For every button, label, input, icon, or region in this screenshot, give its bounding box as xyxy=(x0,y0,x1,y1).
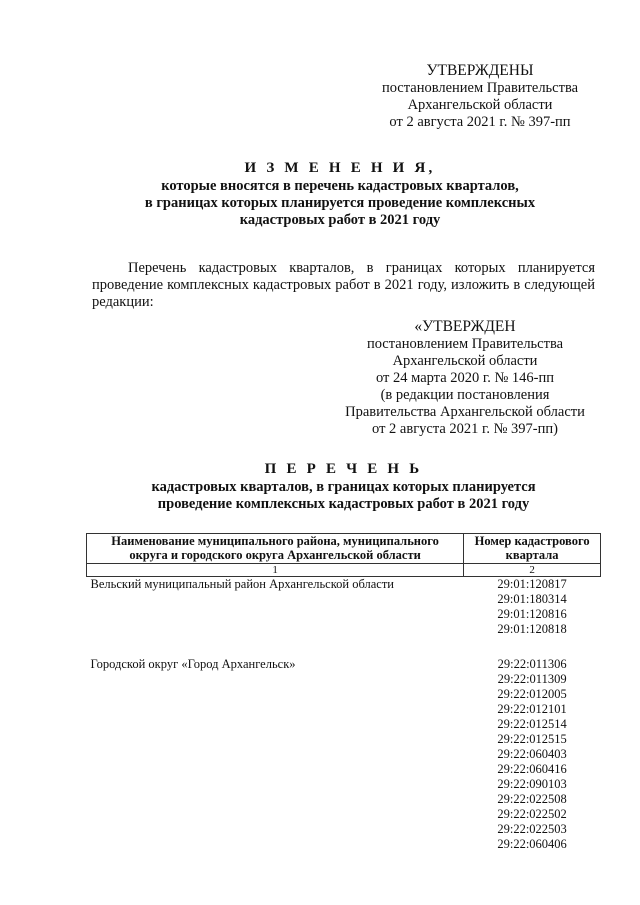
cadastral-code: 29:01:120816 xyxy=(497,606,567,621)
inner-approval-line: (в редакции постановления xyxy=(380,387,550,403)
approval-line: Архангельской области xyxy=(407,97,553,113)
table-body xyxy=(87,576,601,852)
changes-subtitle-line: кадастровых работ в 2021 году xyxy=(239,212,441,228)
inner-approval-stamp xyxy=(320,318,610,438)
cadastral-code: 29:01:180314 xyxy=(497,591,567,606)
changes-heading xyxy=(60,160,620,229)
cadastral-code: 29:22:060416 xyxy=(497,761,567,776)
intro-paragraph: Перечень кадастровых кварталов, в границах которых планируется проведение комплексных кадастровых работ в 2021 году, изложить в следующей редакции: xyxy=(92,260,595,310)
table-row xyxy=(87,657,601,852)
changes-subtitle-line: которые вносятся в перечень кадастровых кварталов, xyxy=(161,178,519,194)
header-code-line: Номер кадастрового xyxy=(474,534,590,548)
cadastral-code: 29:22:011306 xyxy=(497,656,567,671)
approval-line: постановлением Правительства xyxy=(381,80,579,96)
inner-approval-line: Правительства Архангельской области xyxy=(345,404,585,420)
cadastral-codes-cell xyxy=(464,576,601,637)
table-row xyxy=(87,576,601,637)
header-name-cell xyxy=(87,534,464,564)
cadastral-code: 29:01:120818 xyxy=(497,621,567,636)
changes-title: И З М Е Н Е Н И Я, xyxy=(244,160,436,176)
inner-approval-line: от 24 марта 2020 г. № 146-пп xyxy=(375,370,555,386)
list-title: П Е Р Е Ч Е Н Ь xyxy=(264,461,423,477)
cadastral-code: 29:22:012515 xyxy=(497,731,567,746)
table-header-row xyxy=(87,534,601,564)
changes-subtitle-line: в границах которых планируется проведение комплексных xyxy=(144,195,536,211)
cadastral-code: 29:22:022502 xyxy=(497,806,567,821)
cadastral-code: 29:22:011309 xyxy=(497,671,567,686)
cadastral-code: 29:01:120817 xyxy=(497,576,567,591)
cadastral-codes-cell xyxy=(464,657,601,852)
header-code-cell xyxy=(464,534,601,564)
spacer-cell xyxy=(87,637,464,657)
approval-line: от 2 августа 2021 г. № 397-пп xyxy=(389,114,571,130)
cadastral-table xyxy=(86,533,601,852)
inner-approval-line: от 2 августа 2021 г. № 397-пп) xyxy=(372,421,558,437)
municipality-name: Вельский муниципальный район Архангельской области xyxy=(90,576,394,591)
column-index-2: 2 xyxy=(464,563,601,576)
municipality-name: Городской округ «Город Архангельск» xyxy=(90,656,296,671)
cadastral-code: 29:22:022508 xyxy=(497,791,567,806)
inner-approval-line: Архангельской области xyxy=(392,353,538,369)
cadastral-code: 29:22:012514 xyxy=(497,716,567,731)
cadastral-code: 29:22:022503 xyxy=(497,821,567,836)
cadastral-code: 29:22:012005 xyxy=(497,686,567,701)
cadastral-code: 29:22:012101 xyxy=(497,701,567,716)
column-index-1: 1 xyxy=(87,563,464,576)
table-index-row xyxy=(87,563,601,576)
list-subtitle-line: кадастровых кварталов, в границах которых планируется xyxy=(151,479,536,495)
list-heading xyxy=(92,461,595,513)
cadastral-code: 29:22:090103 xyxy=(497,776,567,791)
header-code-line: квартала xyxy=(505,548,559,563)
inner-approval-line: постановлением Правительства xyxy=(366,336,564,352)
approval-title: УТВЕРЖДЕНЫ xyxy=(426,62,534,79)
cadastral-code: 29:22:060406 xyxy=(497,836,567,851)
header-name-line: округа и городского округа Архангельской области xyxy=(129,548,421,563)
spacer-cell xyxy=(464,637,601,657)
approval-stamp xyxy=(370,62,590,131)
header-name-line: Наименование муниципального района, муниципального xyxy=(111,534,439,548)
table-spacer-row xyxy=(87,637,601,657)
inner-approval-title: «УТВЕРЖДЕН xyxy=(414,318,516,335)
list-subtitle-line: проведение комплексных кадастровых работ в 2021 году xyxy=(157,496,530,512)
cadastral-code: 29:22:060403 xyxy=(497,746,567,761)
